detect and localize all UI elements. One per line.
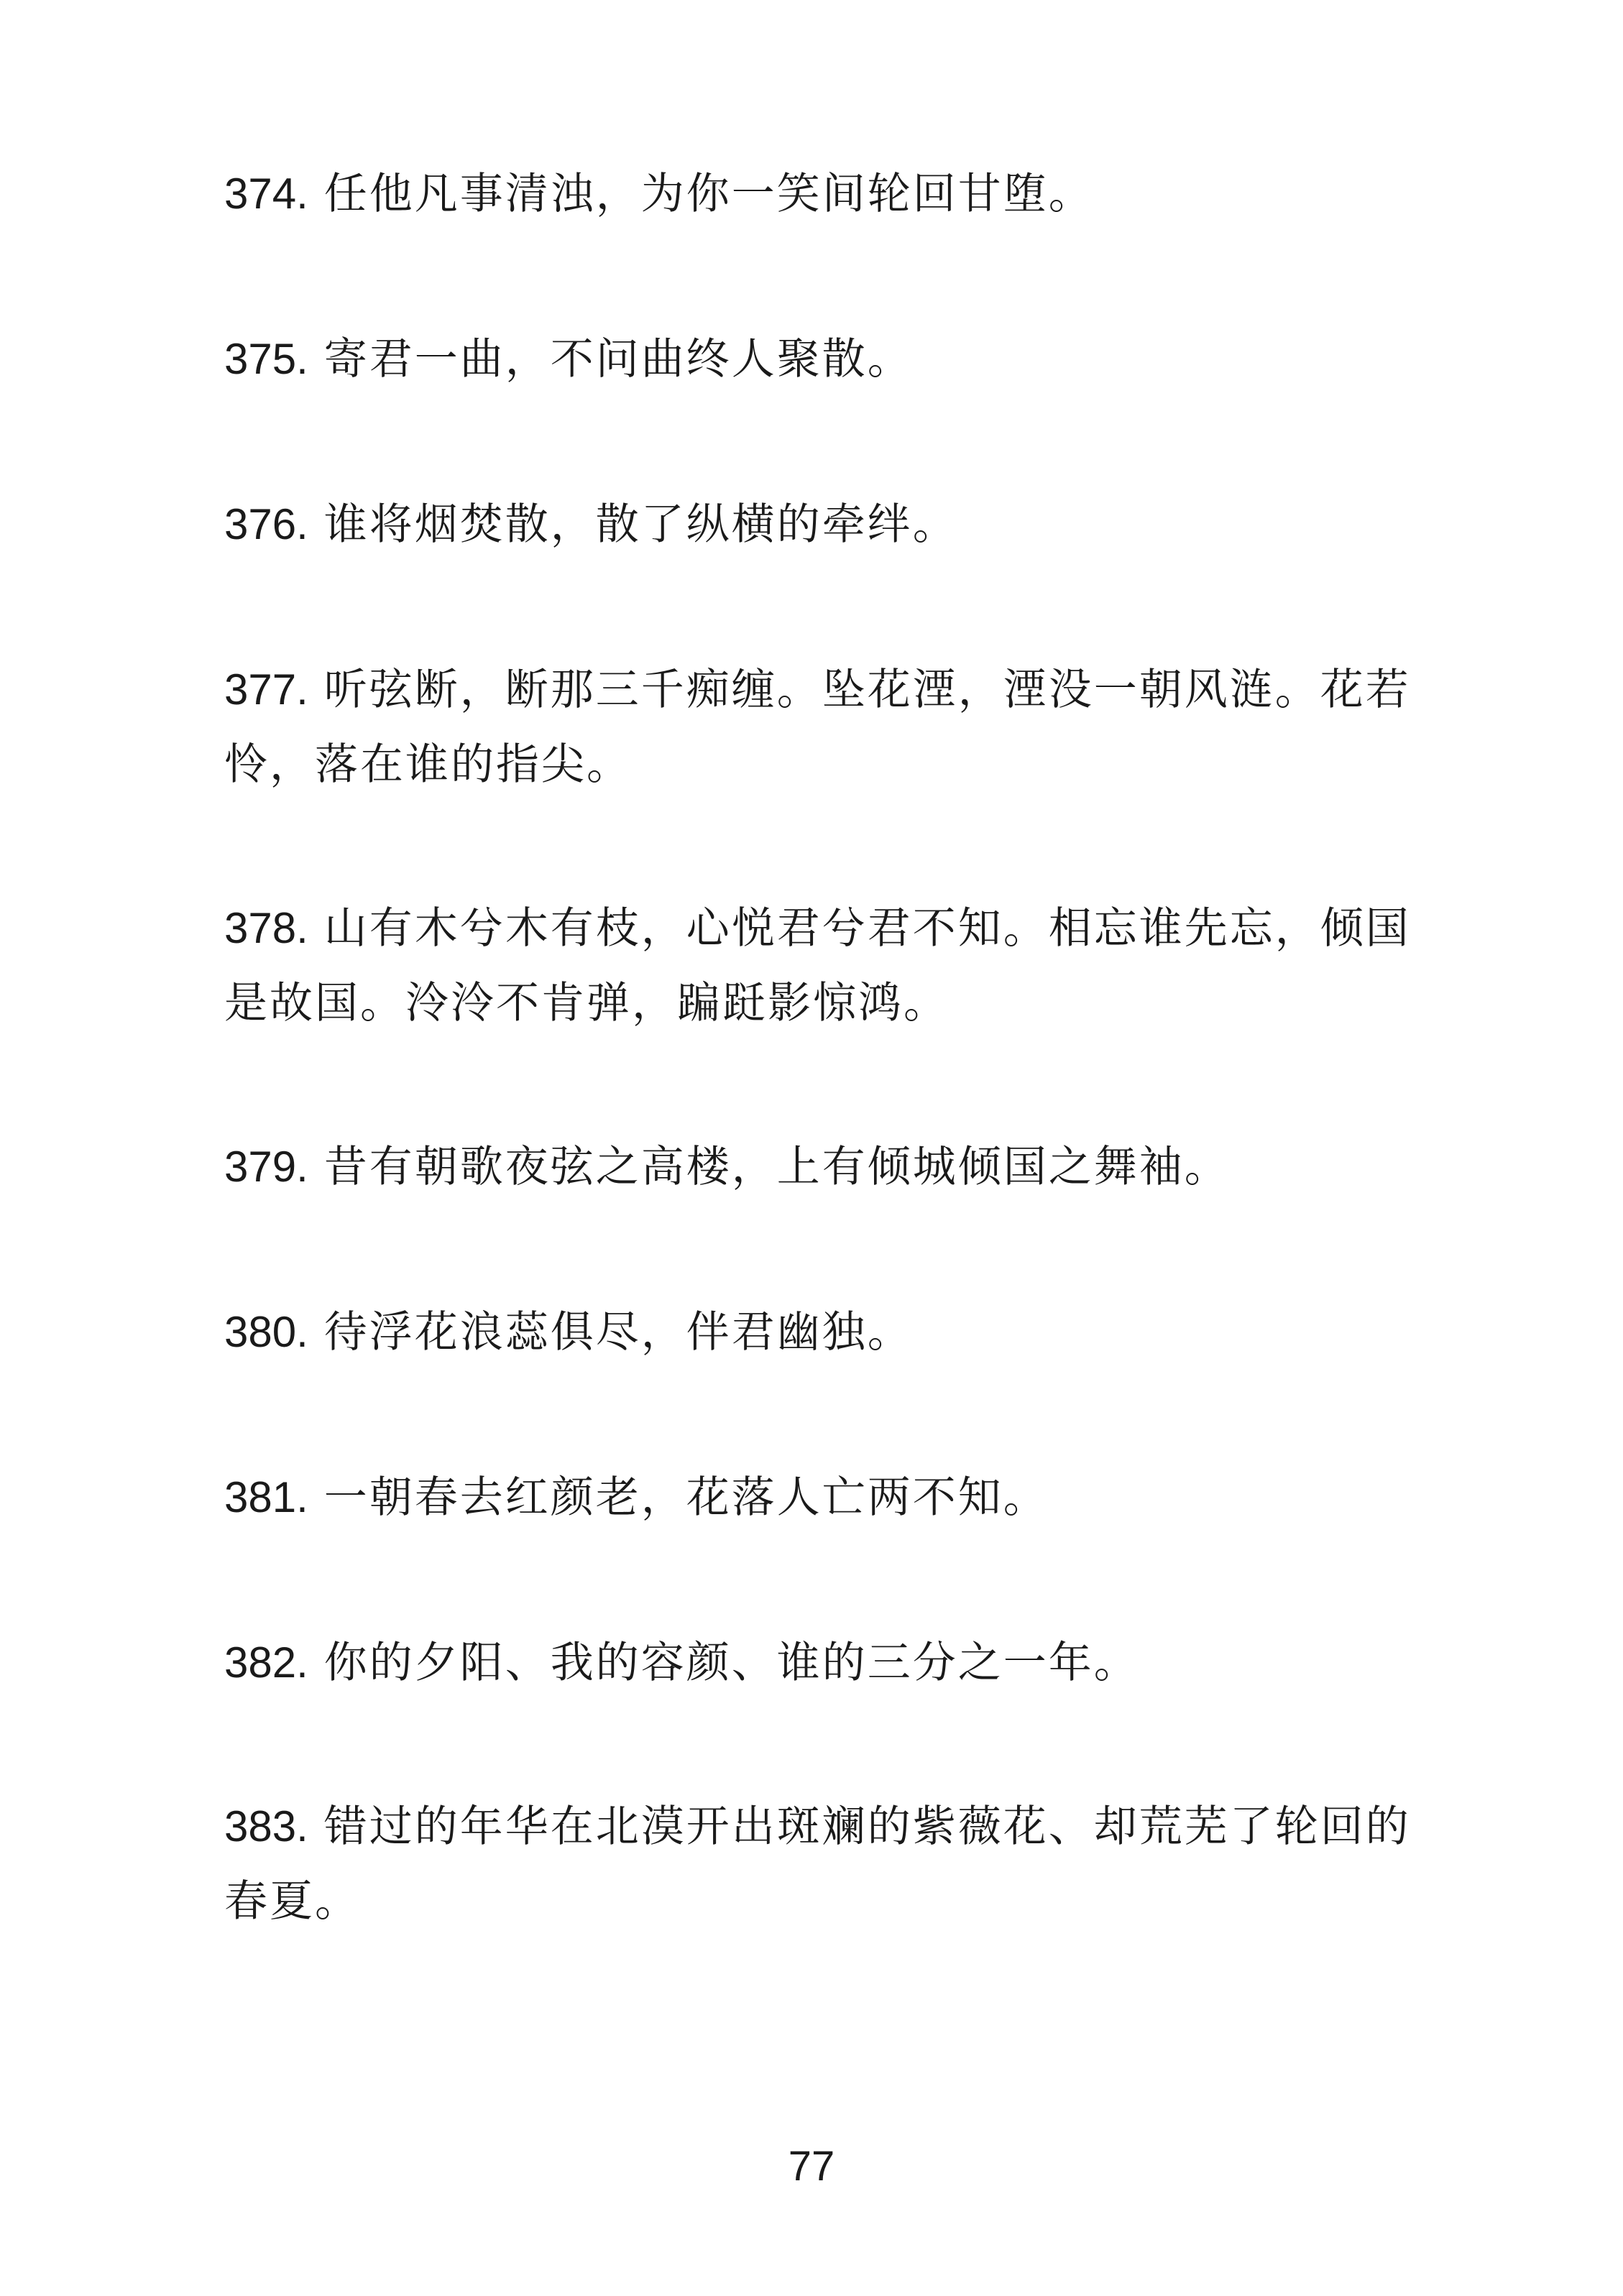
entry-383 bbox=[224, 1789, 1417, 1939]
entry-text: 谁将烟焚散，散了纵横的牵绊。 bbox=[323, 499, 958, 550]
entry-text: 听弦断，断那三千痴缠。坠花湮，湮没一朝风涟。花若怜，落在谁的指尖。 bbox=[224, 665, 1411, 790]
entry-number: 374. bbox=[224, 170, 308, 218]
entry-379 bbox=[224, 1130, 1417, 1204]
page-number: 77 bbox=[788, 2143, 835, 2190]
entry-number: 383. bbox=[224, 1802, 308, 1850]
entry-380 bbox=[224, 1295, 1417, 1370]
entry-377 bbox=[224, 653, 1417, 802]
entry-text: 山有木兮木有枝，心悦君兮君不知。相忘谁先忘，倾国是故国。泠泠不肯弹，蹁跹影惊鸿。 bbox=[224, 903, 1411, 1028]
entry-number: 379. bbox=[224, 1143, 308, 1191]
entry-text: 任他凡事清浊，为你一笑间轮回甘堕。 bbox=[323, 169, 1094, 219]
entry-number: 382. bbox=[224, 1638, 308, 1687]
entry-375 bbox=[224, 322, 1417, 397]
entry-number: 376. bbox=[224, 500, 308, 548]
entry-text: 一朝春去红颜老，花落人亡两不知。 bbox=[323, 1472, 1049, 1523]
entry-381 bbox=[224, 1460, 1417, 1535]
entry-text: 你的夕阳、我的容颜、谁的三分之一年。 bbox=[323, 1638, 1139, 1688]
entry-text: 错过的年华在北漠开出斑斓的紫薇花、却荒芜了轮回的春夏。 bbox=[224, 1802, 1411, 1927]
entry-number: 380. bbox=[224, 1308, 308, 1356]
entry-374 bbox=[224, 157, 1417, 231]
entry-376 bbox=[224, 487, 1417, 562]
entry-text: 寄君一曲，不问曲终人聚散。 bbox=[323, 334, 913, 384]
entry-number: 378. bbox=[224, 904, 308, 952]
entry-378 bbox=[224, 891, 1417, 1041]
entry-text: 昔有朝歌夜弦之高楼，上有倾城倾国之舞袖。 bbox=[323, 1142, 1230, 1192]
entry-number: 375. bbox=[224, 335, 308, 383]
entry-number: 377. bbox=[224, 665, 308, 714]
entry-382 bbox=[224, 1626, 1417, 1700]
entry-text: 待浮花浪蕊俱尽，伴君幽独。 bbox=[323, 1307, 913, 1357]
entry-number: 381. bbox=[224, 1473, 308, 1521]
